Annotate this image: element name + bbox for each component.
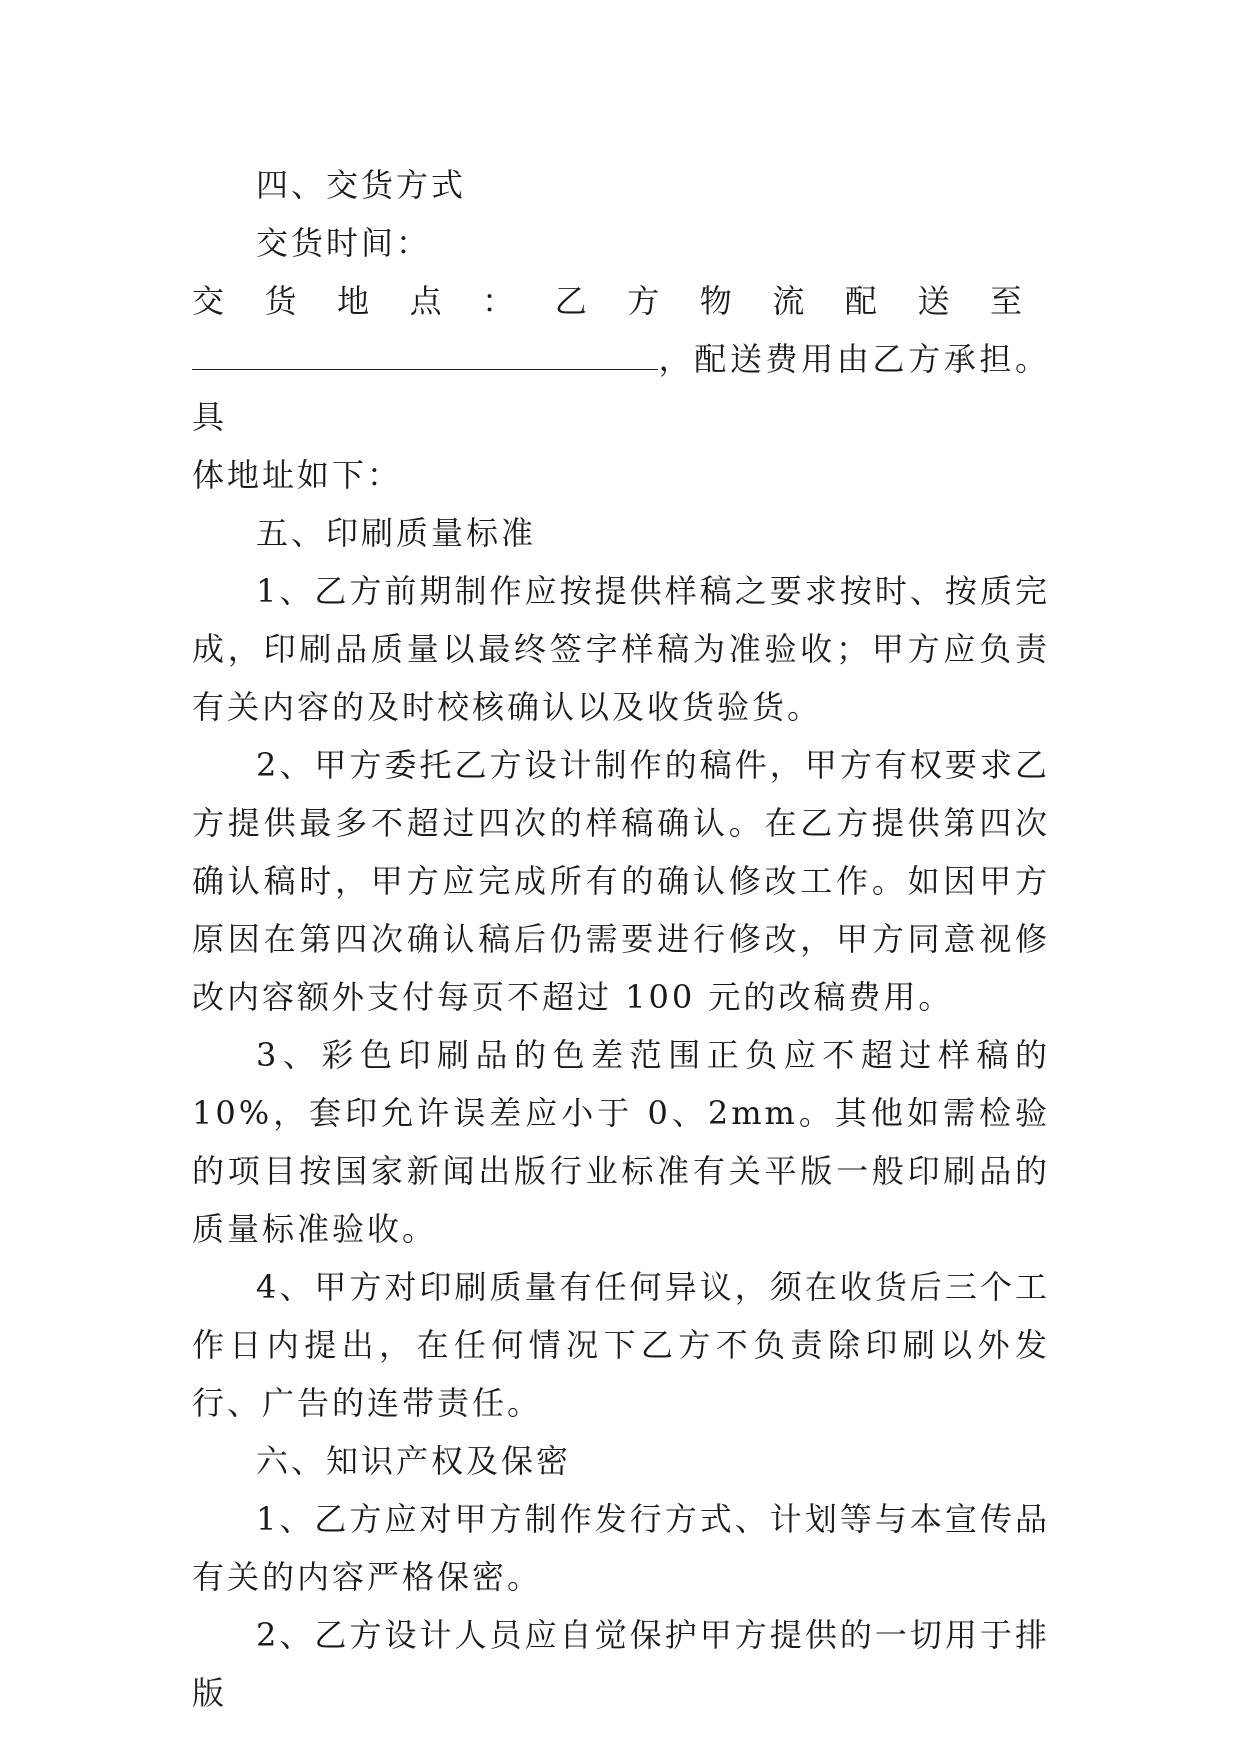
delivery-place-cont: 体地址如下：: [192, 456, 403, 494]
delivery-place-tail: ，配送费用由乙方承担。具: [192, 340, 1050, 436]
document-body: [192, 156, 1050, 1722]
section-5-item-3: 3、彩色印刷品的色差范围正负应不超过样稿的 10%，套印允许误差应小于 0、2mm。其他如需检验的项目按国家新闻出版行业标准有关平版一般印刷品的质量标准验收。: [192, 1036, 1050, 1248]
section-5-item-1: 1、乙方前期制作应按提供样稿之要求按时、按质完成，印刷品质量以最终签字样稿为准验收；甲方应负责有关内容的及时校核确认以及收货验货。: [192, 572, 1050, 726]
delivery-time-label: 交货时间：: [256, 224, 432, 262]
delivery-place-line: [192, 330, 1050, 446]
section-5-item-4: 4、甲方对印刷质量有任何异议，须在收货后三个工作日内提出，在任何情况下乙方不负责除印刷以外发行、广告的连带责任。: [192, 1268, 1050, 1422]
section-5-item-2: 2、甲方委托乙方设计制作的稿件，甲方有权要求乙方提供最多不超过四次的样稿确认。在乙方提供第四次确认稿时，甲方应完成所有的确认修改工作。如因甲方原因在第四次确认稿后仍需要进行修改，甲方同意视修改内容额外支付每页不超过 100 元的改稿费用。: [192, 746, 1050, 1016]
address-blank-line: [192, 333, 658, 370]
section-4-title: 四、交货方式: [256, 166, 467, 204]
section-6-item-2: 2、乙方设计人员应自觉保护甲方提供的一切用于排版: [192, 1616, 1050, 1712]
section-5-title: 五、印刷质量标准: [256, 514, 537, 552]
delivery-place-label: 交货地点：乙方物流配送至: [192, 282, 1050, 320]
section-6-item-1: 1、乙方应对甲方制作发行方式、计划等与本宣传品有关的内容严格保密。: [192, 1500, 1050, 1596]
section-6-title: 六、知识产权及保密: [256, 1442, 572, 1480]
